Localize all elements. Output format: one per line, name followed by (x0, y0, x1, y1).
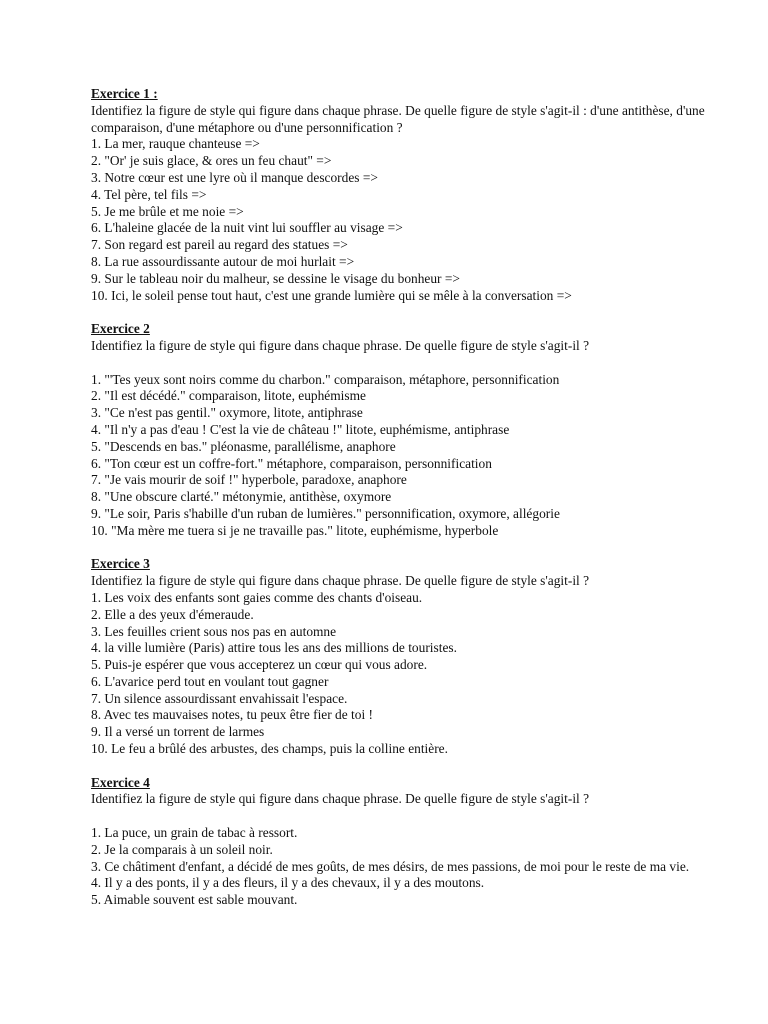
list-item: 3. Ce châtiment d'enfant, a décidé de mes goûts, de mes désirs, de mes passions, de moi pour le reste de ma vie. (91, 858, 690, 874)
list-item: 3. Les feuilles crient sous nos pas en automne (91, 623, 337, 639)
list-item: 4. "Il n'y a pas d'eau ! C'est la vie de château !" litote, euphémisme, antiphrase (91, 421, 510, 437)
exercise-1 (91, 86, 731, 304)
list-item: 5. Je me brûle et me noie => (91, 203, 244, 219)
list-item: 2. Je la comparais à un soleil noir. (91, 841, 273, 857)
exercise-list (91, 136, 731, 304)
exercise-list (91, 372, 731, 540)
list-item: 1. "'Tes yeux sont noirs comme du charbon." comparaison, métaphore, personnification (91, 371, 560, 387)
list-item: 1. La mer, rauque chanteuse => (91, 136, 260, 152)
list-item: 8. "Une obscure clarté." métonymie, antithèse, oxymore (91, 489, 392, 505)
list-item: 4. Tel père, tel fils => (91, 186, 207, 202)
list-item: 4. la ville lumière (Paris) attire tous les ans des millions de touristes. (91, 640, 457, 656)
list-item: 10. Le feu a brûlé des arbustes, des champs, puis la colline entière. (91, 741, 448, 757)
list-item: 5. "Descends en bas." pléonasme, parallélisme, anaphore (91, 438, 396, 454)
exercise-instruction: Identifiez la figure de style qui figure dans chaque phrase. De quelle figure de style s'agit-il : d'une antithèse, d'une comparaison, d'une métaphore ou d'une personnification ? (91, 102, 705, 135)
list-item: 7. Son regard est pareil au regard des statues => (91, 237, 348, 253)
exercise-heading: Exercice 2 (91, 321, 150, 337)
list-item: 7. Un silence assourdissant envahissait l'espace. (91, 690, 348, 706)
list-item: 4. Il y a des ponts, il y a des fleurs, il y a des chevaux, il y a des moutons. (91, 875, 485, 891)
list-item: 2. "Il est décédé." comparaison, litote, euphémisme (91, 388, 366, 404)
list-item: 9. "Le soir, Paris s'habille d'un ruban de lumières." personnification, oxymore, allégorie (91, 505, 560, 521)
exercise-4 (91, 775, 731, 909)
list-item: 9. Sur le tableau noir du malheur, se dessine le visage du bonheur => (91, 270, 460, 286)
list-item: 1. La puce, un grain de tabac à ressort. (91, 825, 298, 841)
list-item: 3. "Ce n'est pas gentil." oxymore, litote, antiphrase (91, 405, 363, 421)
list-item: 6. L'avarice perd tout en voulant tout gagner (91, 673, 329, 689)
exercise-instruction: Identifiez la figure de style qui figure dans chaque phrase. De quelle figure de style s'agit-il ? (91, 791, 590, 807)
list-item: 6. "Ton cœur est un coffre-fort." métaphore, comparaison, personnification (91, 455, 492, 471)
exercise-list (91, 825, 731, 909)
exercise-heading: Exercice 4 (91, 774, 150, 790)
list-item: 2. Elle a des yeux d'émeraude. (91, 606, 254, 622)
list-item: 2. "Or' je suis glace, & ores un feu chaut" => (91, 153, 332, 169)
list-item: 10. "Ma mère me tuera si je ne travaille pas." litote, euphémisme, hyperbole (91, 522, 499, 538)
list-item: 8. La rue assourdissante autour de moi hurlait => (91, 253, 355, 269)
exercise-2 (91, 321, 731, 539)
list-item: 5. Aimable souvent est sable mouvant. (91, 892, 298, 908)
list-item: 8. Avec tes mauvaises notes, tu peux être fier de toi ! (91, 707, 373, 723)
blank-line (91, 355, 731, 372)
exercise-instruction: Identifiez la figure de style qui figure dans chaque phrase. De quelle figure de style s'agit-il ? (91, 573, 590, 589)
exercise-3 (91, 556, 731, 758)
list-item: 10. Ici, le soleil pense tout haut, c'est une grande lumière qui se mêle à la conversation => (91, 287, 572, 303)
list-item: 7. "Je vais mourir de soif !" hyperbole, paradoxe, anaphore (91, 472, 407, 488)
exercise-instruction: Identifiez la figure de style qui figure dans chaque phrase. De quelle figure de style s'agit-il ? (91, 337, 590, 353)
exercise-heading: Exercice 3 (91, 556, 150, 572)
list-item: 5. Puis-je espérer que vous accepterez un cœur qui vous adore. (91, 657, 428, 673)
blank-line (91, 808, 731, 825)
list-item: 3. Notre cœur est une lyre où il manque descordes => (91, 169, 378, 185)
exercise-list (91, 590, 731, 758)
list-item: 9. Il a versé un torrent de larmes (91, 724, 265, 740)
exercise-heading: Exercice 1 : (91, 86, 158, 101)
list-item: 1. Les voix des enfants sont gaies comme des chants d'oiseau. (91, 589, 423, 605)
list-item: 6. L'haleine glacée de la nuit vint lui souffler au visage => (91, 220, 403, 236)
document-page (91, 86, 731, 909)
